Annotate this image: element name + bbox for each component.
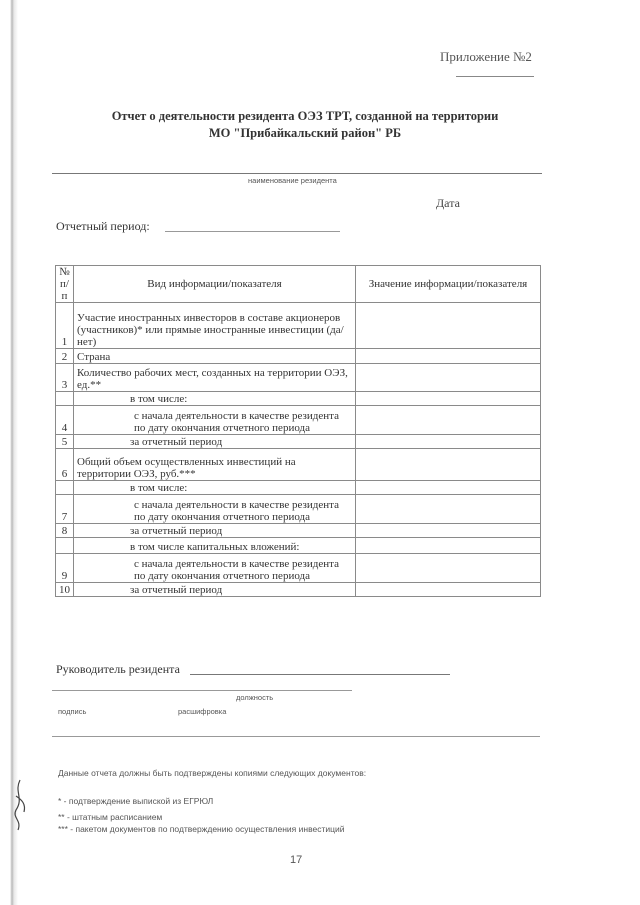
- row-label: за отчетный период: [74, 583, 356, 597]
- resident-name-line: [52, 173, 542, 174]
- page-number: 17: [290, 854, 303, 866]
- period-line: [165, 231, 340, 232]
- report-title-line-1: Отчет о деятельности резидента ОЭЗ ТРТ, созданной на территории: [111, 109, 499, 123]
- row-label: с начала деятельности в качестве резидента по дату окончания отчетного периода: [74, 554, 356, 583]
- table-row: [56, 303, 541, 349]
- row-num: 10: [56, 583, 74, 597]
- header-name: Вид информации/показателя: [74, 266, 356, 303]
- date-label: Дата: [436, 196, 460, 210]
- period-label: Отчетный период:: [56, 219, 150, 233]
- header-num: № п/п: [56, 266, 74, 303]
- row-label: в том числе:: [74, 481, 356, 495]
- row-label: в том числе капитальных вложений:: [74, 538, 356, 554]
- row-label: Количество рабочих мест, созданных на территории ОЭЗ, ед.**: [74, 364, 356, 392]
- row-num: 5: [56, 435, 74, 449]
- row-num: 1: [56, 303, 74, 349]
- row-num: 9: [56, 554, 74, 583]
- row-value: [356, 554, 541, 583]
- row-num: 2: [56, 349, 74, 364]
- table-row: [56, 449, 541, 481]
- row-value: [356, 364, 541, 392]
- resident-name-caption: наименование резидента: [248, 176, 337, 185]
- row-num: 8: [56, 524, 74, 538]
- row-label: Страна: [74, 349, 356, 364]
- row-value: [356, 538, 541, 554]
- table-row: [56, 495, 541, 524]
- row-num: 3: [56, 364, 74, 392]
- footnote-intro: Данные отчета должны быть подтверждены копиями следующих документов:: [58, 768, 367, 778]
- table-row: [56, 554, 541, 583]
- row-num: 7: [56, 495, 74, 524]
- table-row: [56, 524, 541, 538]
- position-line: [52, 690, 352, 691]
- row-num: 4: [56, 406, 74, 435]
- sign-caption: подпись: [58, 707, 87, 716]
- row-value: [356, 406, 541, 435]
- row-value: [356, 524, 541, 538]
- table-row: [56, 349, 541, 364]
- row-value: [356, 449, 541, 481]
- row-label: с начала деятельности в качестве резидента по дату окончания отчетного периода: [74, 495, 356, 524]
- row-label: Участие иностранных инвесторов в составе акционеров (участников)* или прямые иностранные инвестиции (да/нет): [74, 303, 356, 349]
- row-value: [356, 495, 541, 524]
- row-value: [356, 481, 541, 495]
- table-row: [56, 538, 541, 554]
- footnote-1: * - подтверждение выпиской из ЕГРЮЛ: [58, 796, 214, 806]
- report-title-line-2: МО "Прибайкальский район" РБ: [208, 126, 402, 140]
- report-table: [55, 265, 541, 597]
- table-row: [56, 435, 541, 449]
- row-num: 6: [56, 449, 74, 481]
- footnote-2: ** - штатным расписанием: [58, 812, 163, 822]
- decode-caption: расшифровка: [178, 707, 227, 716]
- handwritten-mark-icon: [6, 776, 32, 832]
- scan-edge: [0, 0, 26, 905]
- bottom-line: [52, 736, 540, 737]
- appendix-underline: [456, 76, 534, 77]
- row-value: [356, 349, 541, 364]
- footnote-3: *** - пакетом документов по подтверждению осуществления инвестиций: [58, 824, 345, 834]
- row-label: за отчетный период: [74, 524, 356, 538]
- row-value: [356, 392, 541, 406]
- appendix-label: Приложение №2: [440, 49, 532, 64]
- table-row: [56, 364, 541, 392]
- position-caption: должность: [236, 693, 274, 702]
- row-label: в том числе:: [74, 392, 356, 406]
- signature-line: [190, 674, 450, 675]
- table-row: [56, 406, 541, 435]
- row-label: за отчетный период: [74, 435, 356, 449]
- table-row: [56, 392, 541, 406]
- row-value: [356, 435, 541, 449]
- table-row: [56, 481, 541, 495]
- row-label: с начала деятельности в качестве резидента по дату окончания отчетного периода: [74, 406, 356, 435]
- row-value: [356, 303, 541, 349]
- row-label: Общий объем осуществленных инвестиций на территории ОЭЗ, руб.***: [74, 449, 356, 481]
- table-header-row: [56, 266, 541, 303]
- row-value: [356, 583, 541, 597]
- header-value: Значение информации/показателя: [356, 266, 541, 303]
- signature-label: Руководитель резидента: [56, 662, 180, 676]
- table-row: [56, 583, 541, 597]
